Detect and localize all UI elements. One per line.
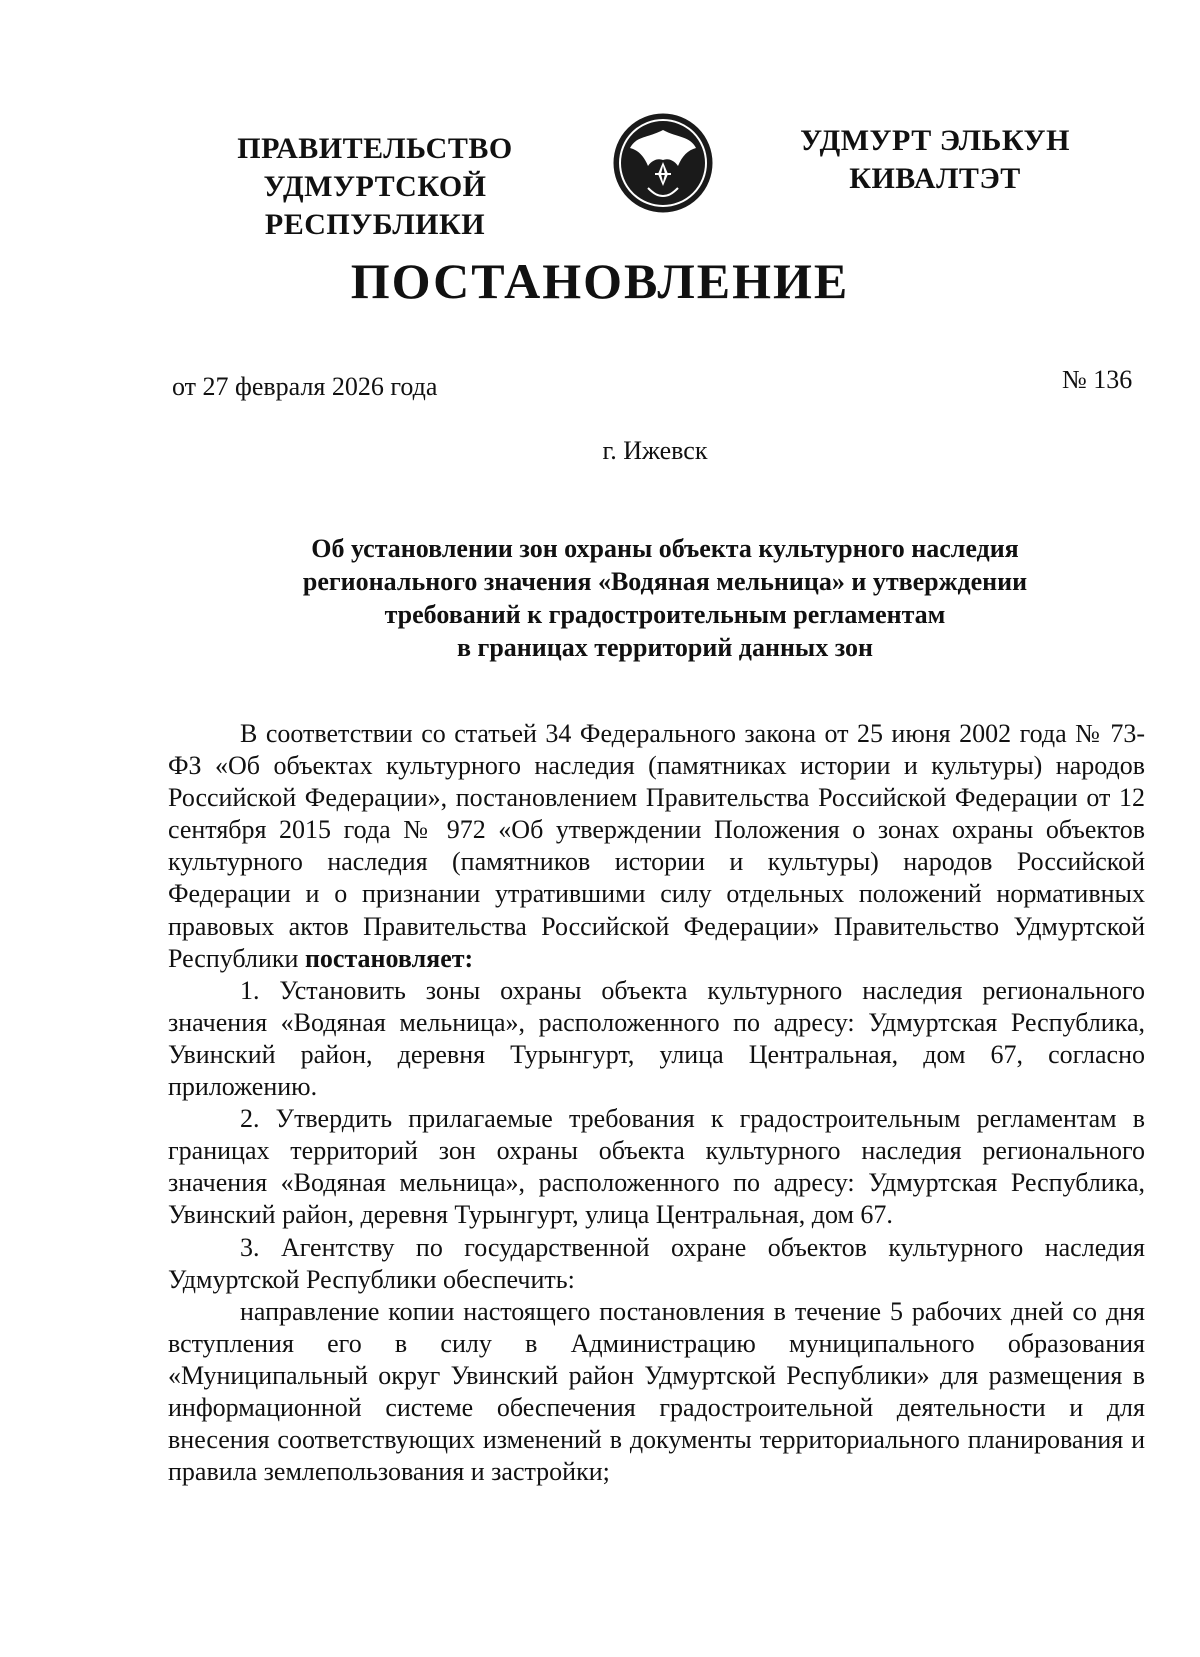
decree-word: постановляет: [304, 943, 465, 973]
item-3-subparagraph-1: направление копии настоящего постановления в течение 5 рабочих дней со дня вступления его в силу в Администрацию муниципального образования «Муниципальный округ Увинский район Удмуртской Республики» для размещения в информационной системе обеспечения градостроительной деятельности и для внесения соответствующих изменений в документы территориального планирования и правила землепользования и застройки;: [168, 1296, 1145, 1487]
title-line-2: регионального значения «Водяная мельница» и утверждении: [302, 567, 1028, 596]
document-title: [170, 532, 1160, 664]
item-2-paragraph: 2. Утвердить прилагаемые требования к градостроительным регламентам в границах территорий зон охраны объекта культурного наследия регионального значения «Водяная мельница», расположенного по адресу: Удмуртская Республика, Увинский район, деревня Турынгурт, улица Центральная, дом 67.: [168, 1104, 1145, 1230]
document-city: г. Ижевск: [602, 436, 708, 465]
issuer-name-udmurt: [780, 122, 1090, 198]
udmurt-coat-of-arms-icon: [608, 108, 718, 218]
issuer-udmurt-line-1: УДМУРТ ЭЛЬКУН: [800, 124, 1070, 157]
decree-colon: :: [464, 943, 474, 973]
document-type-heading: ПОСТАНОВЛЕНИЕ: [350, 253, 850, 309]
item-3-paragraph: 3. Агентству по государственной охране объектов культурного наследия Удмуртской Республики обеспечить:: [168, 1232, 1145, 1294]
document-date: от 27 февраля 2026 года: [172, 372, 438, 401]
title-line-3: требований к градостроительным регламентам: [384, 600, 946, 629]
issuer-udmurt-line-2: КИВАЛТЭТ: [849, 162, 1021, 195]
title-line-1: Об установлении зон охраны объекта культурного наследия: [311, 534, 1019, 563]
document-body: [168, 718, 1145, 1488]
title-line-4: в границах территорий данных зон: [457, 633, 873, 662]
document-number: № 136: [1062, 365, 1133, 394]
issuer-line-2: УДМУРТСКОЙ РЕСПУБЛИКИ: [263, 170, 487, 241]
issuer-line-1: ПРАВИТЕЛЬСТВО: [237, 132, 513, 165]
preamble-paragraph: [168, 718, 1145, 975]
item-1-paragraph: 1. Установить зоны охраны объекта культурного наследия регионального значения «Водяная мельница», расположенного по адресу: Удмуртская Республика, Увинский район, деревня Турынгурт, улица Центральная, дом 67, согласно приложению.: [168, 975, 1145, 1102]
preamble-text: В соответствии со статьей 34 Федерального закона от 25 июня 2002 года № 73-ФЗ «Об объектах культурного наследия (памятниках истории и культуры) народов Российской Федерации», постановлением Правительства Российской Федерации от 12 сентября 2015 года № 972 «Об утверждении Положения о зонах охраны объектов культурного наследия (памятников истории и культуры) народов Российской Федерации и о признании утратившими силу отдельных положений нормативных правовых актов Правительства Российской Федерации» Правительство Удмуртской Республики: [168, 719, 1145, 973]
issuer-name-russian: [160, 130, 590, 244]
